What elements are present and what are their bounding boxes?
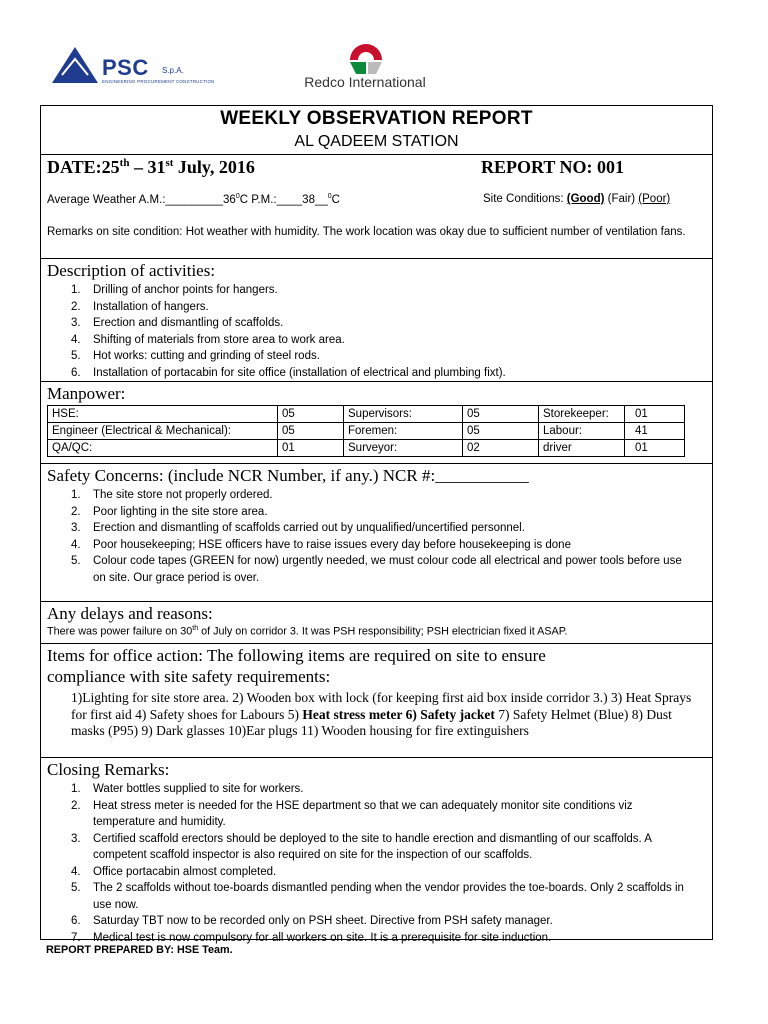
list-number: 1. <box>71 284 81 296</box>
closing-remark-item <box>41 781 693 798</box>
list-number: 2. <box>71 799 81 812</box>
activities-list <box>41 282 693 381</box>
manpower-role: Engineer (Electrical & Mechanical): <box>48 423 278 440</box>
closing-remark-item <box>41 913 693 930</box>
safety-concern-item <box>41 504 693 521</box>
office-heading-line2: compliance with site safety requirements: <box>47 667 331 686</box>
manpower-role: Surveyor: <box>344 440 463 457</box>
manpower-count: 01 <box>278 440 344 457</box>
safety-concern-item <box>41 537 693 554</box>
activity-text: Shifting of materials from store area to work area. <box>93 333 345 346</box>
report-title: WEEKLY OBSERVATION REPORT <box>220 108 533 129</box>
activity-text: Installation of hangers. <box>93 300 209 313</box>
manpower-count: 05 <box>278 423 344 440</box>
redco-mark-icon <box>346 42 386 76</box>
title-section <box>41 106 712 154</box>
activity-item <box>41 332 693 349</box>
safety-concern-item <box>41 487 693 504</box>
activity-item <box>41 348 693 365</box>
delays-heading: Any delays and reasons: <box>47 604 213 623</box>
list-number: 3. <box>71 832 81 845</box>
site-conditions: Site Conditions: (Good) (Fair) (Poor) <box>483 193 671 205</box>
list-number: 4. <box>71 538 81 551</box>
report-number: REPORT NO: 001 <box>481 157 625 177</box>
site-remarks: Remarks on site condition: Hot weather with humidity. The work location was okay due to sufficient number of ventilation fans. <box>47 226 686 238</box>
list-number: 6. <box>71 366 81 379</box>
safety-list <box>41 487 693 586</box>
closing-remark-item <box>41 831 693 864</box>
list-number: 3. <box>71 317 81 329</box>
list-number: 4. <box>71 333 81 346</box>
manpower-count: 05 <box>463 406 539 423</box>
list-number: 7. <box>71 931 81 944</box>
closing-remark-text: Water bottles supplied to site for workers. <box>93 783 304 795</box>
psc-triangle-icon <box>50 45 100 85</box>
manpower-role: Labour: <box>539 423 625 440</box>
redco-logo <box>298 40 438 92</box>
manpower-table <box>47 405 685 457</box>
manpower-role: Storekeeper: <box>539 406 625 423</box>
safety-concern-text: Colour code tapes (GREEN for now) urgently needed, we must colour code all electrical and power tools before use on site. Our grace period is over. <box>93 555 682 584</box>
manpower-role: Supervisors: <box>344 406 463 423</box>
list-number: 5. <box>71 555 81 567</box>
manpower-role: HSE: <box>48 406 278 423</box>
list-number: 5. <box>71 882 81 894</box>
safety-concern-text: Poor lighting in the site store area. <box>93 505 268 518</box>
list-number: 3. <box>71 522 81 534</box>
date-section <box>41 154 712 258</box>
closing-remark-item <box>41 798 693 831</box>
station-name: AL QADEEM STATION <box>294 133 459 150</box>
report-frame <box>40 105 713 944</box>
office-action-section <box>41 643 712 757</box>
list-number: 1. <box>71 489 81 501</box>
list-number: 2. <box>71 300 81 313</box>
psc-subtitle: ENGINEERING PROCUREMENT CONSTRUCTION <box>102 79 215 84</box>
redco-name: Redco International <box>304 74 426 90</box>
manpower-count: 02 <box>463 440 539 457</box>
table-row <box>48 423 685 440</box>
psc-logo <box>50 45 215 90</box>
report-date: DATE:25th – 31st July, 2016 <box>47 157 255 177</box>
closing-section <box>41 757 712 944</box>
list-number: 5. <box>71 350 81 362</box>
activity-text: Drilling of anchor points for hangers. <box>93 284 278 296</box>
closing-remark-text: Medical test is now compulsory for all workers on site. It is a prerequisite for site induction. <box>93 931 552 944</box>
closing-list <box>41 781 693 946</box>
closing-remark-text: Saturday TBT now to be recorded only on PSH sheet. Directive from PSH safety manager. <box>93 915 553 927</box>
activities-section <box>41 258 712 381</box>
manpower-count: 05 <box>463 423 539 440</box>
activity-text: Erection and dismantling of scaffolds. <box>93 317 284 329</box>
office-requirements: 1)Lighting for site store area. 2) Wooden box with lock (for keeping first aid box inside corridor 3.) 3) Heat Sprays for first aid 4) Safety shoes for Labours 5) Heat stress meter 6) Safety jacket 7) Safety Helmet (Blue) 8) Dust masks (P95) 9) Dark glasses 10)Ear plugs 11) Wooden housing for fire extinguishers <box>71 690 692 738</box>
safety-heading: Safety Concerns: (include NCR Number, if any.) NCR #:___________ <box>47 466 529 485</box>
closing-remark-text: Heat stress meter is needed for the HSE department so that we can adequately monitor site conditions viz temperature and humidity. <box>93 799 633 828</box>
psc-spa: S.p.A. <box>162 66 184 75</box>
delays-section <box>41 601 712 643</box>
manpower-role: driver <box>539 440 625 457</box>
activity-item <box>41 315 693 332</box>
average-weather: Average Weather $A.M.:\_\_\_\_\_\_\_\_\_36^0C$ P.M.:____38__$^0$C <box>47 193 340 206</box>
activity-item <box>41 282 693 299</box>
activity-text: Installation of portacabin for site office (installation of electrical and plumbing fixt). <box>93 366 506 379</box>
closing-remark-item <box>41 880 693 913</box>
safety-concern-item <box>41 520 693 537</box>
table-row <box>48 406 685 423</box>
delays-text: There was power failure on 30th of July on corridor 3. It was PSH responsibility; PSH electrician fixed it ASAP. <box>47 625 568 638</box>
manpower-count: 01 <box>625 406 685 423</box>
list-number: 6. <box>71 915 81 927</box>
list-number: 2. <box>71 505 81 518</box>
safety-section <box>41 463 712 601</box>
list-number: 1. <box>71 783 81 795</box>
activities-heading: Description of activities: <box>47 261 216 280</box>
office-heading-line1: Items for office action: The following items are required on site to ensure <box>47 646 546 665</box>
closing-remark-text: Office portacabin almost completed. <box>93 865 277 878</box>
manpower-role: Foremen: <box>344 423 463 440</box>
manpower-count: 01 <box>625 440 685 457</box>
activity-item <box>41 299 693 316</box>
activity-item <box>41 365 693 382</box>
closing-remark-item <box>41 864 693 881</box>
safety-concern-text: Erection and dismantling of scaffolds carried out by unqualified/uncertified personnel. <box>93 522 525 534</box>
manpower-heading: Manpower: <box>47 384 126 403</box>
manpower-section <box>41 381 712 463</box>
safety-concern-text: Poor housekeeping; HSE officers have to raise issues every day before housekeeping is done <box>93 538 571 551</box>
closing-heading: Closing Remarks: <box>47 760 170 779</box>
safety-concern-text: The site store not properly ordered. <box>93 489 273 501</box>
list-number: 4. <box>71 865 81 878</box>
manpower-count: 41 <box>625 423 685 440</box>
psc-name: PSC <box>102 55 149 80</box>
activity-text: Hot works: cutting and grinding of steel rods. <box>93 350 320 362</box>
manpower-role: QA/QC: <box>48 440 278 457</box>
table-row <box>48 440 685 457</box>
safety-concern-item <box>41 553 693 586</box>
prepared-by: REPORT PREPARED BY: HSE Team. <box>46 944 233 956</box>
closing-remark-text: Certified scaffold erectors should be deployed to the site to handle erection and dismantling of our scaffolds. A competent scaffold inspector is also required on site for the inspection of our scaffolds. <box>93 832 652 861</box>
manpower-count: 05 <box>278 406 344 423</box>
closing-remark-text: The 2 scaffolds without toe-boards dismantled pending when the vendor provides the toe-boards. Only 2 scaffolds in use now. <box>93 882 684 911</box>
